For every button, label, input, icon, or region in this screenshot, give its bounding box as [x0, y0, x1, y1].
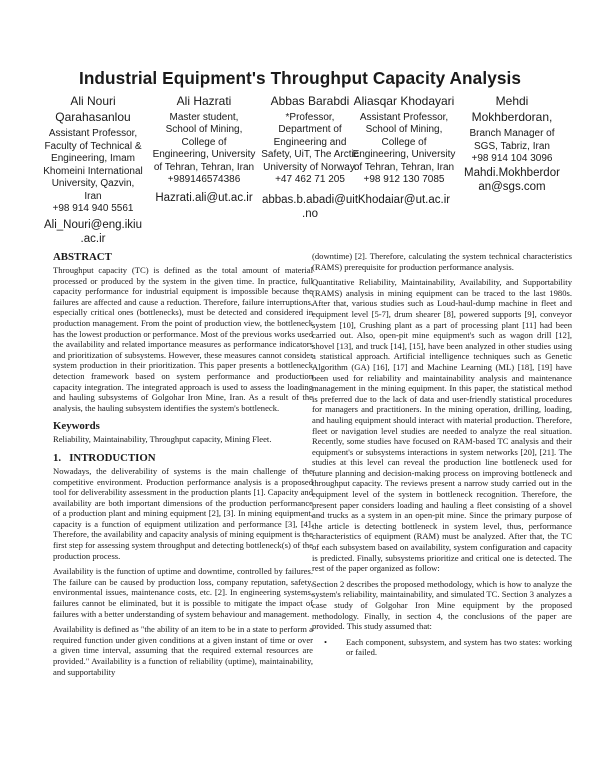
intro-paragraph: Availability is the function of uptime and downtime, controlled by failures. The failure can be caused by production loss, company reputation, safety, environmental issues, maintenance costs, etc. [2]. In engineering systems, failures cannot be eliminated, but it is possible to mitigate the impact of failures with a better understanding of system behaviour and management.: [53, 566, 313, 619]
abstract-text: Throughput capacity (TC) is defined as the total amount of material processed or produced by the system in the given time. In practice, full capacity performance for industrial equipment is impossible because the failures are affected and cause a reduction. Therefore, failure interruptions, especially critical ones (bottlenecks), must be detected and considered in production management. From the point of production view, the bottleneck has the lowest production or performance. Most of the previous works used the availability and related importance measures as performance indicators and prioritization of subsystems. However, these measures cannot consider system production in their prioritization. This paper presents a bottleneck detection framework based on system performance and production capacity integration. The integrated approach is used to assess the loading and hauling subsystems of Golgohar Iron Mine, Iran. As a result of the analysis, the hauling subsystem identifies the system's bottleneck.: [53, 265, 313, 413]
author-email[interactable]: Mahdi.Mokhberdor an@sgs.com: [464, 166, 560, 193]
body-paragraph: (downtime) [2]. Therefore, calculating the system technical characteristics (RAMS) prerequisite for production performance analysis.: [312, 251, 572, 272]
right-column: [312, 251, 572, 658]
author-affiliation: Master student, School of Mining, College of Engineering, University of Tehran, Tehran, Iran +989146574386: [152, 111, 256, 185]
bullet-icon: •: [324, 636, 328, 647]
keywords-text: Reliability, Maintainability, Throughput capacity, Mining Fleet.: [53, 434, 272, 445]
author-name: Aliasqar Khodayari: [353, 94, 455, 108]
intro-paragraph: Availability is defined as "the ability of an item to be in a state to perform a required function under given conditions at a given instant of time or over a given time interval, assuming that the required external resources are provided." Availability is a function of reliability (uptime), maintainability, and supportability: [53, 624, 313, 677]
author-email[interactable]: abbas.b.abadi@uit .no: [261, 193, 359, 220]
author-affiliation: Assistant Professor, School of Mining, College of Engineering, University of Tehran, Tehran, Iran +98 912 130 7085: [352, 111, 456, 185]
author-email[interactable]: Hazrati.ali@ut.ac.ir: [155, 191, 253, 204]
assumption-list: [312, 637, 572, 658]
author-name: Ali Hazrati: [176, 94, 232, 108]
author-affiliation: Branch Manager of SGS, Tabriz, Iran +98 914 104 3096: [469, 128, 555, 164]
author-name: Ali Nouri Qarahasanlou: [55, 94, 131, 124]
author-block-3: [260, 94, 360, 221]
abstract-heading: ABSTRACT: [53, 251, 112, 263]
author-block-2: [148, 94, 260, 205]
left-column: [53, 251, 313, 682]
author-affiliation: Assistant Professor, Faculty of Technical & Engineering, Imam Khomeini International University, Qazvin, Iran +98 914 940 5561: [43, 128, 143, 214]
author-name: Abbas Barabdi: [270, 94, 350, 108]
body-paragraph: Section 2 describes the proposed methodology, which is how to analyze the system's reliability, maintainability, and simulated TC. Section 3 analyzes a case study of Golgohar Iron Mine equipment by the proposed methodology. Finally, in section 4, the conclusions of the paper are provided. This study assumed that:: [312, 578, 572, 632]
author-block-4: [348, 94, 460, 207]
author-block-5: [458, 94, 566, 194]
author-email[interactable]: Ali_Nouri@eng.ikiu .ac.ir: [44, 218, 142, 245]
author-name: Mehdi Mokhberdoran,: [471, 94, 553, 124]
author-email[interactable]: Khodaiar@ut.ac.ir: [357, 193, 451, 206]
body-paragraph: Quantitative Reliability, Maintainability, Availability, and Supportability (RAMS) analysis in mining equipment can be traced to the last 1980s. After that, various studies such as Loud-haul-dump machine in fleet and equipment level [5-7], drum shearer [8], powered supports [9], conveyor system [10], Crushing plant as a part of processing plant [11] had been carried out. Also, open-pit mine equipment's such as wagon drill [12], shovel [13], and truck [14], [15], have been analyzed in other studies using a statistical approach. Artificial intelligence techniques such as Genetic Algorithm (GA) [16], [17] and Machine Learning (ML) [18], [19] have been used for reliability and maintainability analysis and maintenance management in the mining equipment. In this paper, the statistical method is preferred due to the lack of data and user-friendly statistical procedures for managers and practitioners. In the mining operation, drilling, loading, and hauling equipment should interact with material production. Therefore, fleet or navigation level studies are needed to analyze the real situation. Recently, some studies have focused on RAM-based TC analysis and their equipment's or subsystems interactions in system networks [20], [21]. The studies at this level can reveal the production line bottleneck used for future planning and decision-making process on improving bottleneck and throughput capacity. The reviews present a narrow study carried out in the equipment level of the system in bottleneck recognition. Therefore, the present paper considers loading and hauling a fleet consisting of a shovel and trucks as a system in an open-pit mine. Since the primary purpose of the article is detecting bottleneck in system level, thus, performance characteristics of equipment (RAM) must be analyzed. After that, the TC of each subsystem based on availability, system configuration and capacity is predicted. Finally, subsystems prioritize and critical one is detected. The rest of the paper organized as follow:: [312, 277, 572, 574]
introduction-heading: 1. INTRODUCTION: [53, 451, 156, 464]
paper-title: Industrial Equipment's Throughput Capacity Analysis: [78, 68, 522, 88]
list-item: • Each component, subsystem, and system has two states: working or failed.: [324, 636, 572, 658]
author-block-1: [38, 94, 148, 246]
intro-paragraph: Nowadays, the deliverability of systems is the main challenge of the competitive environment. Production performance analysis is a proposed tool for deliverability assessment in the production plants [1]. Capacity and availability are both important dimensions of the production performance of a production plant and mining equipment [2], [3]. In mining equipment, capacity is a function of equipment utilization and performance [3], [4]. Therefore, the availability and capacity analysis of mining equipment is the first step for assessing system throughput and detecting bottleneck(s) of the production process.: [53, 465, 313, 561]
keywords-heading: Keywords: [53, 420, 100, 433]
author-affiliation: *Professor, Department of Engineering and Safety, UiT, The Arctic University of Norway. +47 462 71 205: [261, 111, 359, 185]
